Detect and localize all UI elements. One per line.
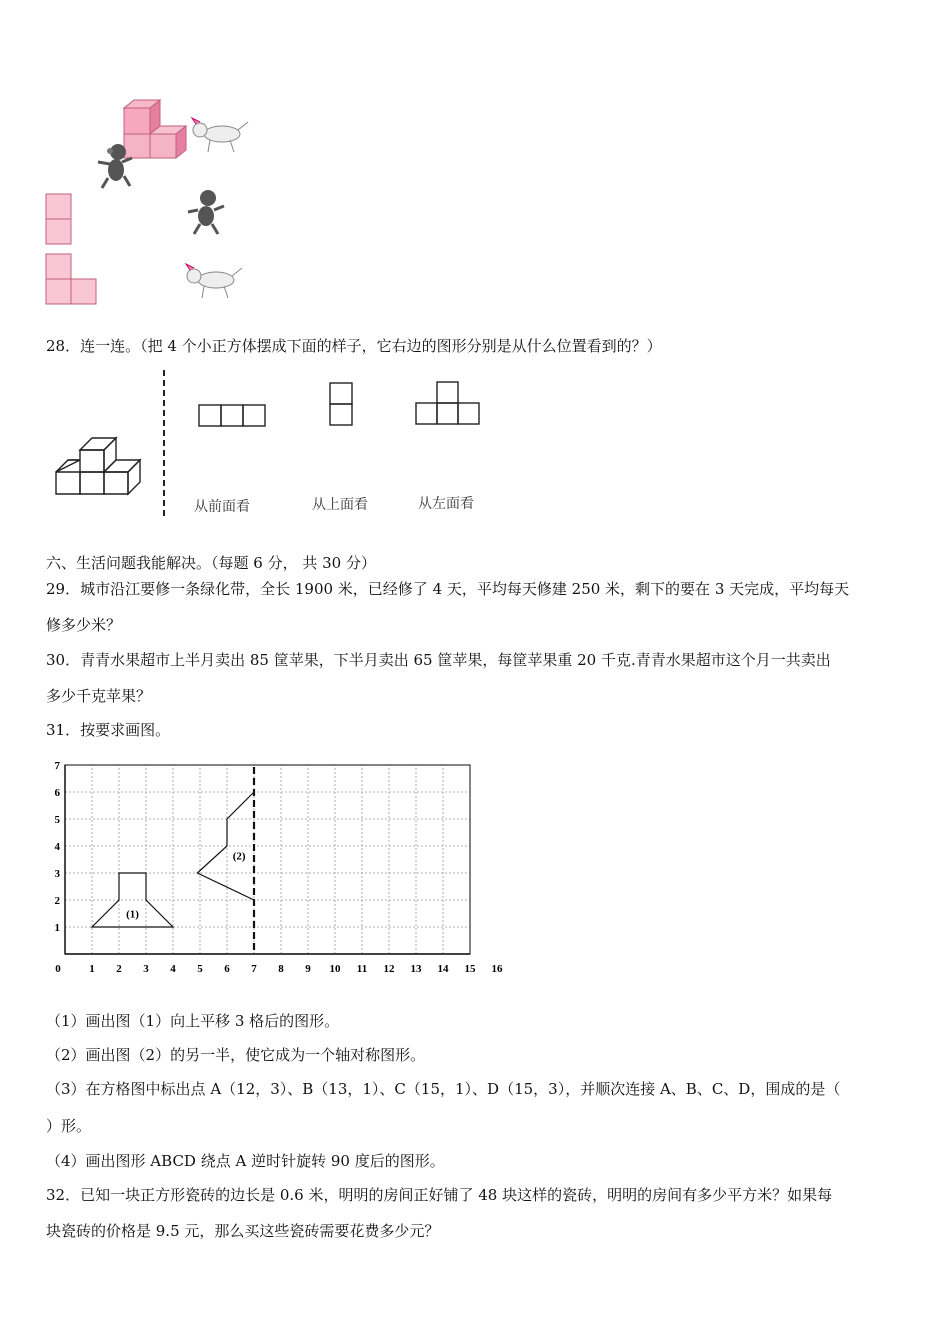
q31-item-3: （3）在方格图中标出点 A（12，3）、B（13，1）、C（15，1）、D（15，3），并顺次连接 A、B、C、D，围成的是（ bbox=[46, 1080, 841, 1098]
y-tick-label: 4 bbox=[54, 841, 60, 853]
q32-line2: 块瓷砖的价格是 9.5 元，那么买这些瓷砖需要花费多少元？ bbox=[46, 1222, 440, 1240]
x-tick-label: 8 bbox=[278, 963, 284, 975]
x-tick-label: 2 bbox=[116, 963, 122, 975]
x-tick-label: 15 bbox=[464, 963, 476, 975]
x-tick-label: 5 bbox=[197, 963, 203, 975]
q31-item-4: （4）画出图形 ABCD 绕点 A 逆时针旋转 90 度后的图形。 bbox=[46, 1152, 445, 1170]
shape-2-label: (2) bbox=[232, 850, 246, 863]
y-tick-label: 7 bbox=[54, 760, 60, 772]
x-tick-label: 12 bbox=[383, 963, 395, 975]
y-tick-label: 1 bbox=[54, 922, 60, 934]
shape-1-label: (1) bbox=[126, 908, 139, 921]
q31-title: 31．按要求画图。 bbox=[46, 721, 171, 739]
q31-item-1: （1）画出图（1）向上平移 3 格后的图形。 bbox=[46, 1012, 340, 1030]
view-l-shape bbox=[46, 254, 96, 304]
x-tick-label: 11 bbox=[356, 963, 368, 975]
q30-line2: 多少千克苹果？ bbox=[46, 687, 152, 705]
dog-icon bbox=[186, 264, 242, 298]
x-tick-label: 1 bbox=[89, 963, 95, 975]
y-tick-label: 5 bbox=[54, 814, 60, 826]
x-tick-label: 7 bbox=[251, 963, 257, 975]
x-tick-label: 9 bbox=[305, 963, 311, 975]
q31-item-3-cont: ）形。 bbox=[46, 1117, 92, 1135]
dog-icon bbox=[192, 118, 248, 152]
x-tick-label: 0 bbox=[55, 963, 61, 975]
view-top-shape bbox=[330, 383, 352, 425]
view-left-shape bbox=[416, 382, 479, 424]
y-tick-label: 3 bbox=[54, 868, 60, 880]
q30-line1: 30．青青水果超市上半月卖出 85 筐苹果，下半月卖出 65 筐苹果，每筐苹果重 20 千克.青青水果超市这个月一共卖出 bbox=[46, 651, 831, 669]
view-front-shape bbox=[199, 405, 265, 426]
q27-figure bbox=[40, 90, 270, 310]
cube-arrangement bbox=[56, 438, 140, 494]
x-tick-label: 13 bbox=[410, 963, 422, 975]
y-tick-label: 2 bbox=[54, 895, 60, 907]
section-title: 六、生活问题我能解决。（每题 6 分， 共 30 分） bbox=[46, 554, 376, 572]
view-two-stacked bbox=[46, 194, 71, 244]
monkey-icon bbox=[188, 190, 224, 234]
grid-border bbox=[65, 765, 470, 954]
q28-question: 28．连一连。（把 4 个小正方体摆成下面的样子，它右边的图形分别是从什么位置看到的？） bbox=[46, 337, 662, 355]
q29-line1: 29．城市沿江要修一条绿化带，全长 1900 米，已经修了 4 天，平均每天修建 250 米，剩下的要在 3 天完成，平均每天 bbox=[46, 580, 850, 598]
caption-front-view: 从前面看 bbox=[194, 499, 250, 515]
q32-line1: 32．已知一块正方形瓷砖的边长是 0.6 米，明明的房间正好铺了 48 块这样的瓷砖，明明的房间有多少平方米？如果每 bbox=[46, 1186, 833, 1204]
q31-item-2: （2）画出图（2）的另一半，使它成为一个轴对称图形。 bbox=[46, 1046, 426, 1064]
pink-cube-stack bbox=[124, 100, 186, 158]
q29-line2: 修多少米？ bbox=[46, 616, 122, 634]
q31-grid bbox=[50, 756, 510, 976]
x-tick-label: 14 bbox=[437, 963, 449, 975]
x-tick-label: 10 bbox=[329, 963, 341, 975]
x-tick-label: 16 bbox=[491, 963, 503, 975]
x-tick-label: 6 bbox=[224, 963, 230, 975]
y-tick-label: 6 bbox=[54, 787, 60, 799]
caption-top-view: 从上面看 bbox=[312, 497, 368, 513]
x-tick-label: 4 bbox=[170, 963, 176, 975]
caption-left-view: 从左面看 bbox=[418, 496, 474, 512]
x-tick-label: 3 bbox=[143, 963, 149, 975]
